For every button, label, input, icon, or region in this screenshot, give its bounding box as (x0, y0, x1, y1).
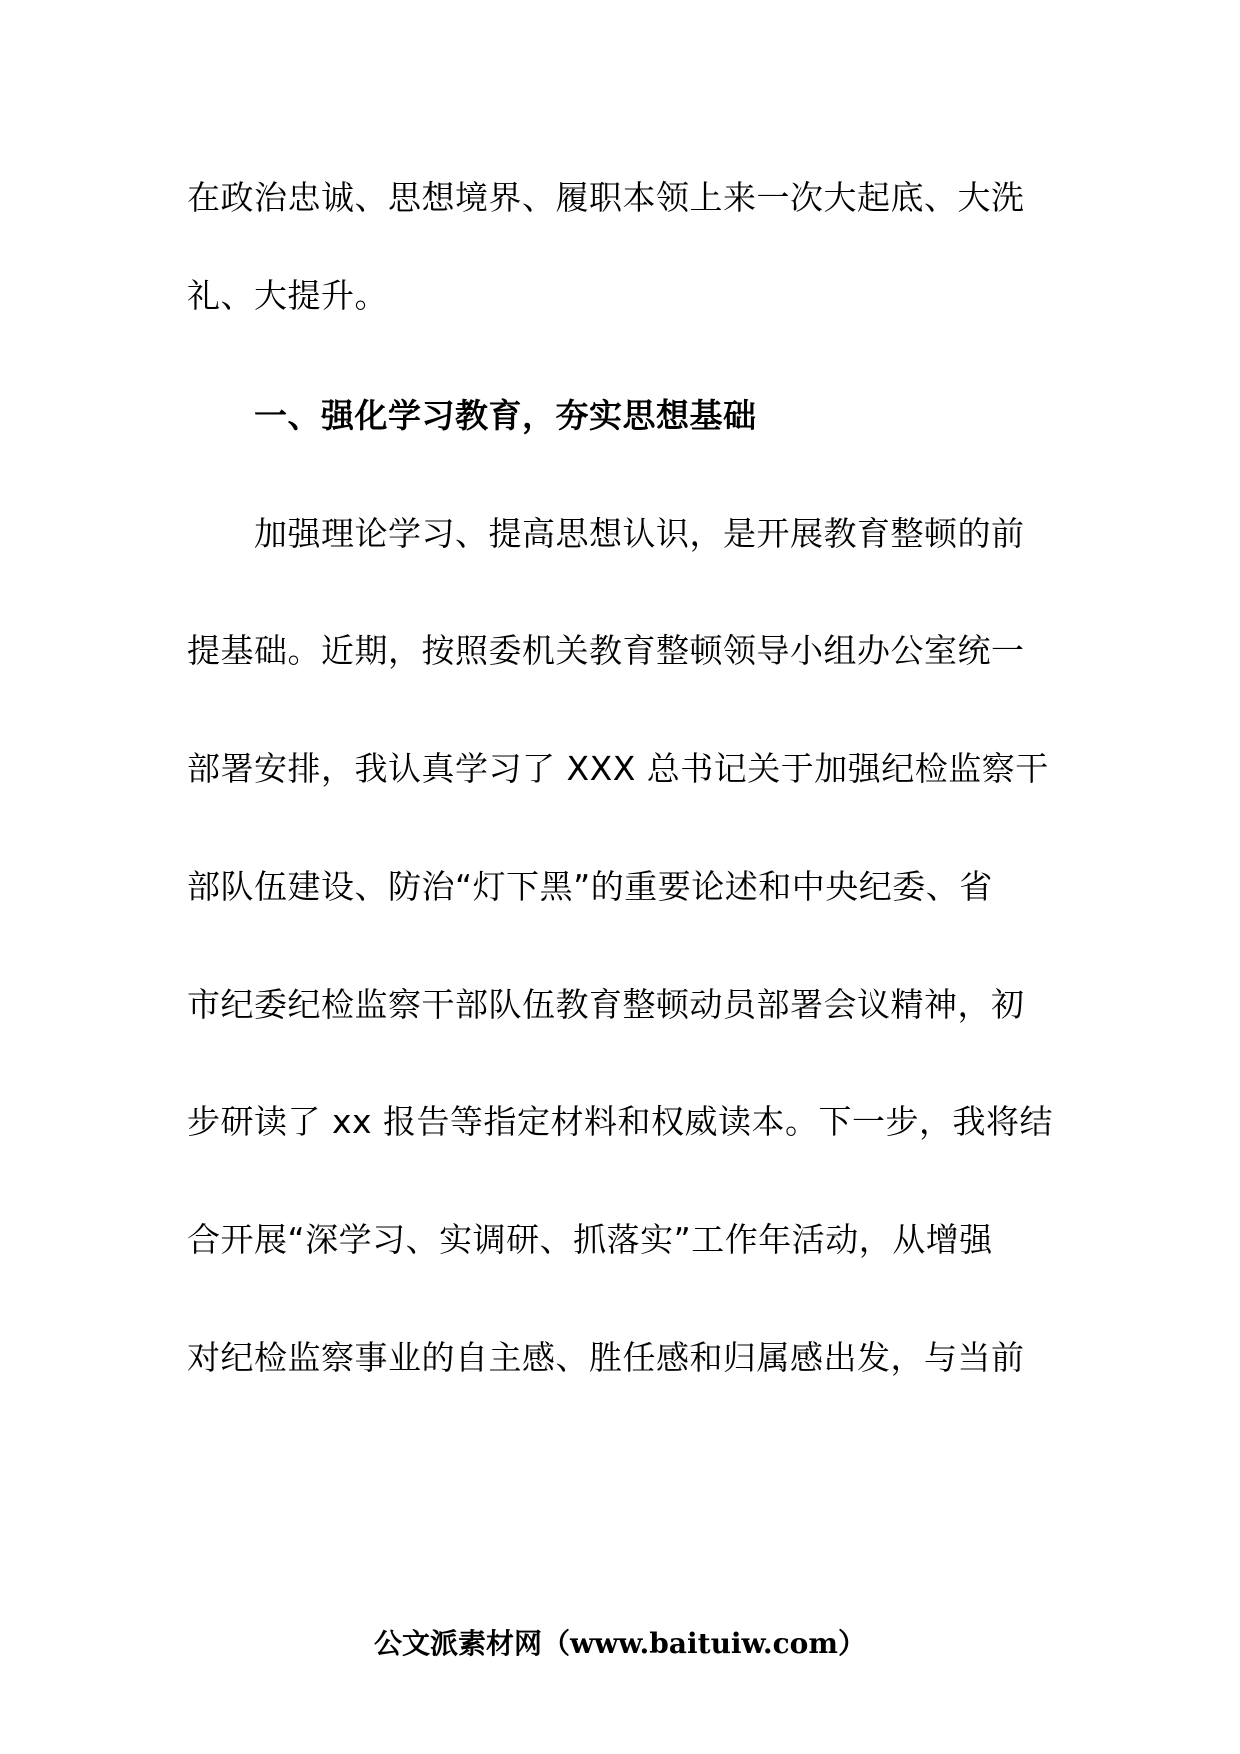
paragraph-line: 部队伍建设、防治“灯下黑”的重要论述和中央纪委、省 (187, 867, 993, 906)
paragraph-line: 部署安排，我认真学习了 XXX 总书记关于加强纪检监察干 (187, 749, 1049, 788)
paragraph-line: 礼、大提升。 (187, 276, 388, 315)
paragraph-line: 步研读了 xx 报告等指定材料和权威读本。下一步，我将结 (187, 1102, 1054, 1141)
paragraph-line: 加强理论学习、提高思想认识，是开展教育整顿的前 (254, 514, 1025, 553)
paragraph-line: 提基础。近期，按照委机关教育整顿领导小组办公室统一 (187, 631, 1025, 670)
section-heading: 一、强化学习教育，夯实思想基础 (254, 396, 757, 435)
paragraph-line: 对纪检监察事业的自主感、胜任感和归属感出发，与当前 (187, 1338, 1025, 1377)
paragraph-line: 在政治忠诚、思想境界、履职本领上来一次大起底、大洗 (187, 178, 1025, 217)
paragraph-line: 市纪委纪检监察干部队伍教育整顿动员部署会议精神，初 (187, 985, 1025, 1024)
paragraph-line: 合开展“深学习、实调研、抓落实”工作年活动，从增强 (187, 1220, 993, 1259)
footer-watermark: 公文派素材网（www.baituiw.com） (374, 1627, 866, 1660)
